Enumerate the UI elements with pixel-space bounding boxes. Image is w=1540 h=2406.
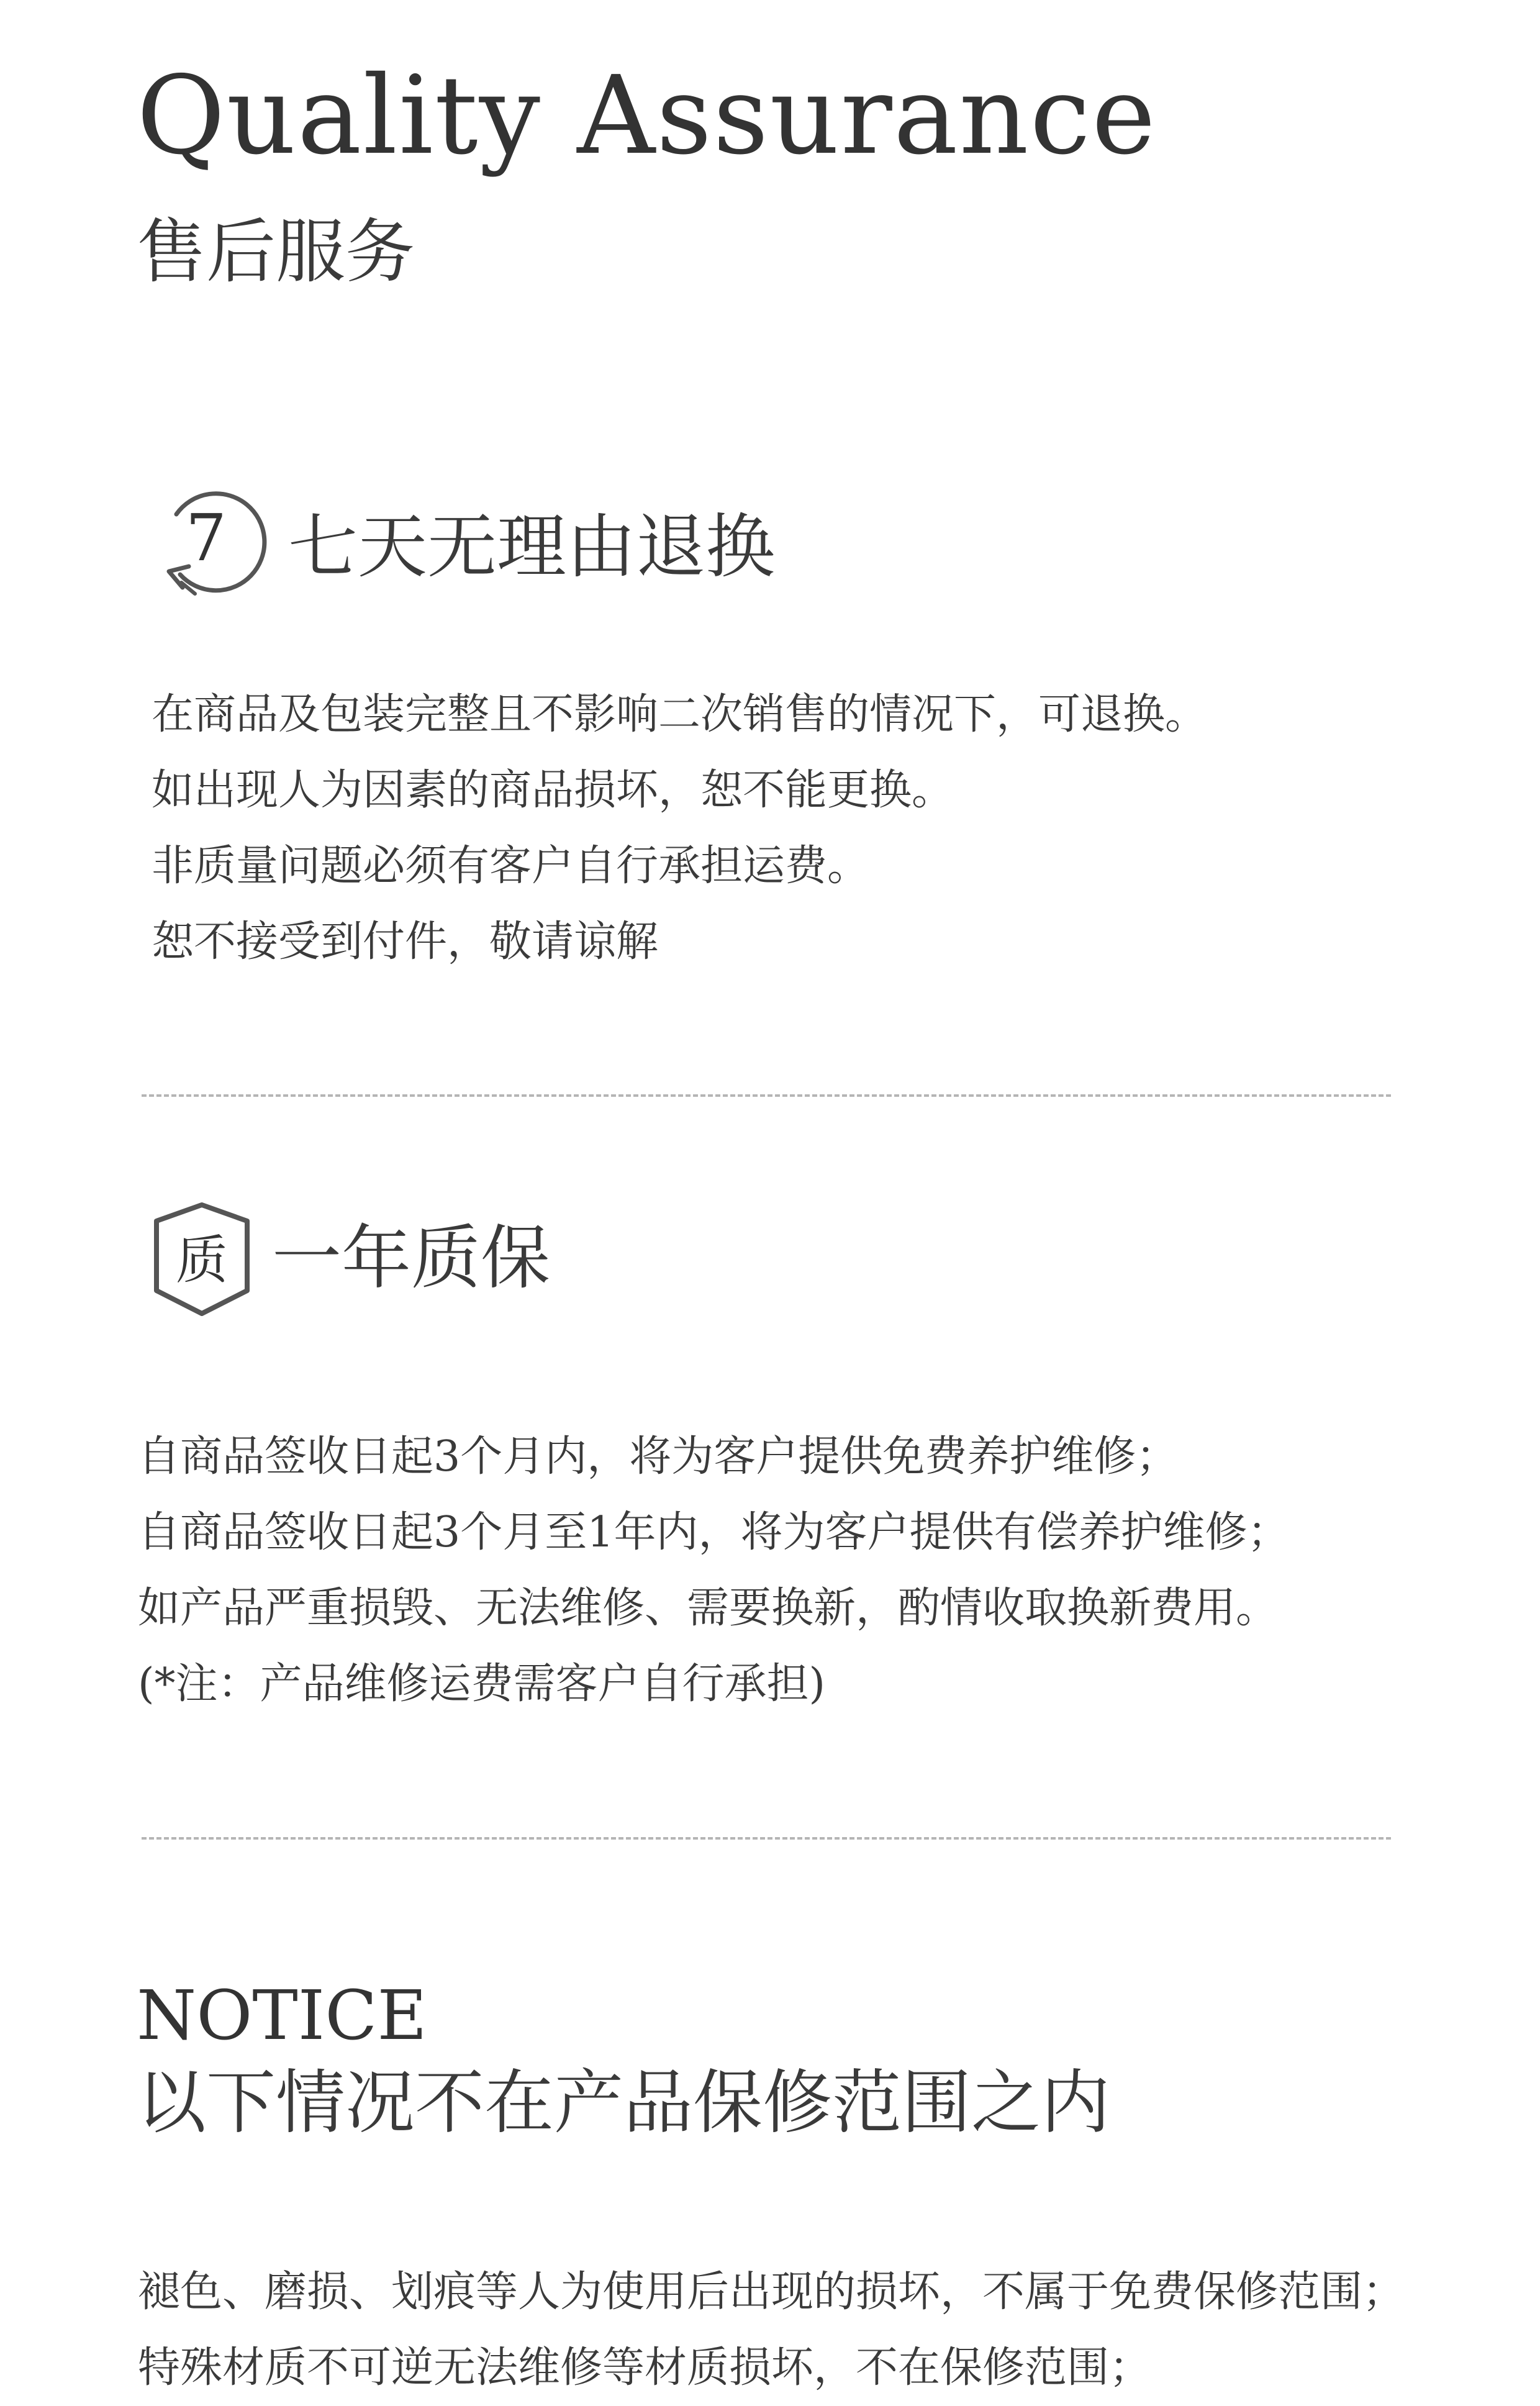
notice-text <box>138 2254 1405 2406</box>
quality-badge-icon <box>149 1199 255 1320</box>
seven-day-icon-label: 7 <box>185 500 227 576</box>
warranty-policy-line: 自商品签收日起3个月至1年内，将为客户提供有偿养护维修； <box>138 1508 1290 1557</box>
notice-subtitle: 以下情况不在产品保修范围之内 <box>137 2063 1110 2143</box>
section-divider <box>142 1837 1391 1840</box>
return-policy-text <box>152 677 1207 980</box>
warranty-policy-text <box>138 1419 1290 1722</box>
page-title: Quality Assurance <box>137 53 1157 179</box>
section-heading-return: 七天无理由退换 <box>288 507 775 588</box>
page-subtitle: 售后服务 <box>137 212 415 293</box>
return-policy-line: 如出现人为因素的商品损坏，恕不能更换。 <box>152 766 954 815</box>
notice-line: 褪色、磨损、划痕等人为使用后出现的损坏，不属于免费保修范围； <box>138 2268 1405 2317</box>
seven-day-return-icon <box>144 478 268 602</box>
warranty-policy-line: 如产品严重损毁、无法维修、需要换新，酌情收取换新费用。 <box>138 1584 1279 1633</box>
notice-line: 特殊材质不可逆无法维修等材质损坏，不在保修范围； <box>138 2343 1152 2392</box>
warranty-policy-line: 自商品签收日起3个月内，将为客户提供免费养护维修； <box>138 1432 1179 1481</box>
warranty-policy-line: (*注：产品维修运费需客户自行承担) <box>138 1659 826 1709</box>
notice-title: NOTICE <box>137 1976 427 2055</box>
return-policy-line: 在商品及包装完整且不影响二次销售的情况下，可退换。 <box>152 690 1208 739</box>
section-divider <box>142 1094 1391 1097</box>
section-heading-warranty: 一年质保 <box>272 1218 550 1299</box>
return-policy-line: 非质量问题必须有客户自行承担运费。 <box>152 842 870 891</box>
return-policy-line: 恕不接受到付件，敬请谅解 <box>152 917 659 966</box>
quality-badge-label: 质 <box>175 1230 229 1291</box>
